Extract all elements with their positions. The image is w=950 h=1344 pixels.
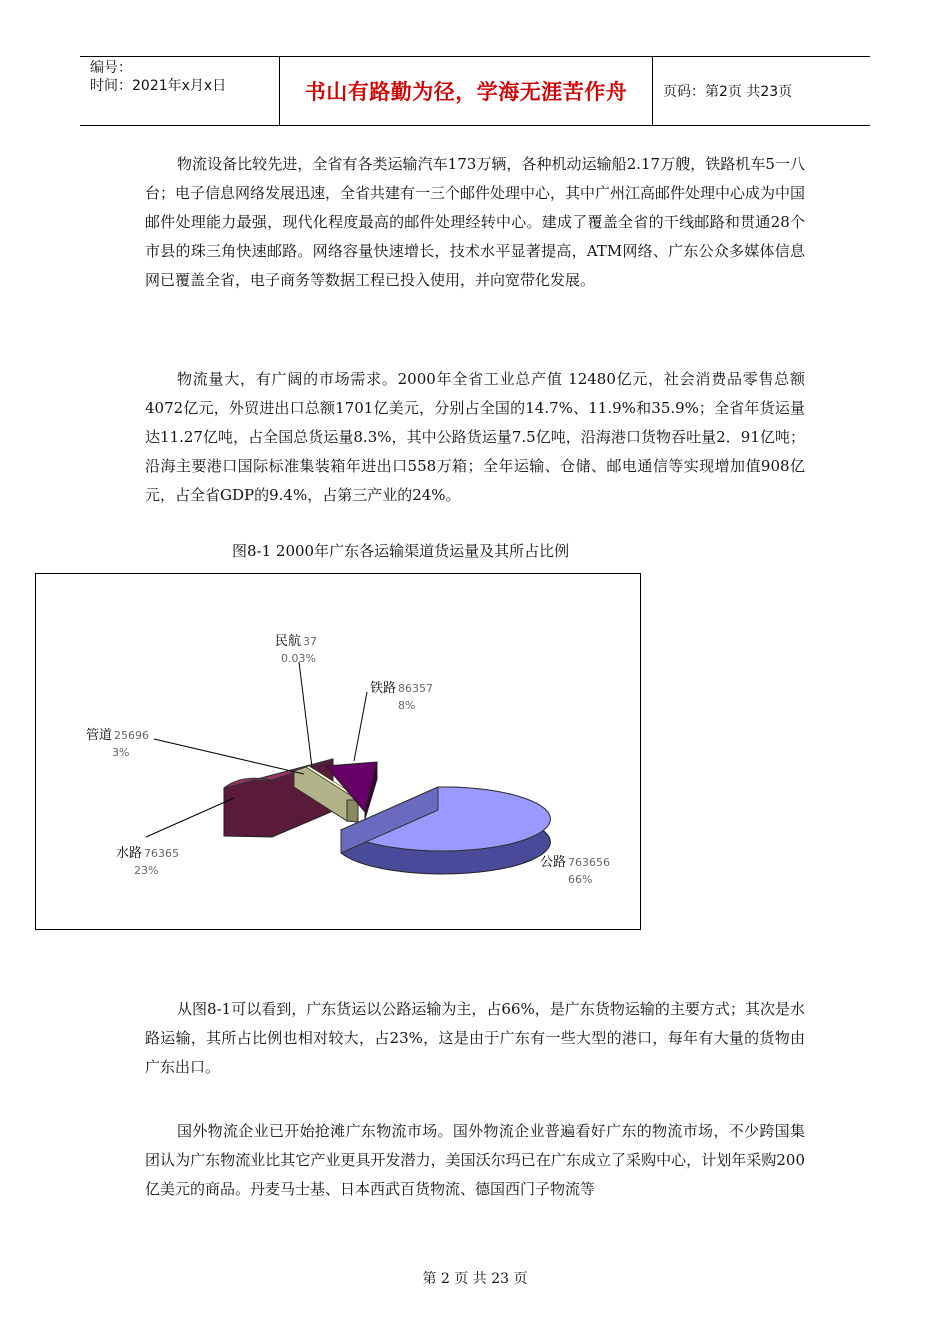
label-shuilu-percent: 23% [134, 864, 159, 877]
slice-guandao-edge [347, 800, 358, 822]
leader-guandao [154, 739, 304, 774]
paragraph-figure-analysis: 从图8-1可以看到，广东货运以公路运输为主，占66%，是广东货物运输的主要方式；其次是水路运输，其所占比例也相对较大，占23%，这是由于广东有一些大型的港口，每年有大量的货物由广东出口。 [145, 1000, 805, 1076]
label-minhang-percent: 0.03% [281, 652, 316, 665]
figure-caption: 图8-1 2000年广东各运输渠道货运量及其所占比例 [232, 542, 570, 560]
label-gonglu-percent: 66% [568, 873, 593, 886]
label-guandao-name: 管道 [86, 728, 113, 743]
leader-tielu [354, 692, 367, 761]
header-motto: 书山有路勤为径，学海无涯苦作舟 [304, 80, 628, 104]
label-minhang-value: 37 [303, 635, 317, 648]
header-table [80, 56, 870, 126]
label-shuilu-name: 水路 [116, 846, 143, 861]
paragraph-logistics-volume: 物流量大，有广阔的市场需求。2000年全省工业总产值 12480亿元，社会消费品零售总额4072亿元，外贸进出口总额1701亿美元，分别占全国的14.7%、11.9%和35.9%；全省年货运量达11.27亿吨，占全国总货运量8.3%，其中公路货运量7.5亿吨，沿海港口货物吞吐量2．91亿吨；沿海主要港口国际标准集装箱年进出口558万箱；全年运输、仓储、邮电通信等实现增加值908亿元，占全省GDP的9.4%，占第三产业的24%。 [145, 370, 805, 504]
paragraph-foreign-enterprises: 国外物流企业已开始抢滩广东物流市场。国外物流企业普遍看好广东的物流市场，不少跨国集团认为广东物流业比其它产业更具开发潜力，美国沃尔玛已在广东成立了采购中心，计划年采购200亿美元的商品。丹麦马士基、日本西武百货物流、德国西门子物流等 [145, 1122, 805, 1198]
number-label: 编号： [90, 60, 132, 76]
label-tielu-name: 铁路 [370, 681, 397, 696]
leader-shuilu [146, 798, 234, 837]
page-footer: 第 2 页 共 23 页 [422, 1271, 528, 1287]
label-shuilu-value: 76365 [144, 847, 179, 860]
header-page-info: 页码：第2页 共23页 [663, 84, 793, 100]
label-guandao-value: 25696 [114, 729, 149, 742]
pie-chart [35, 573, 641, 930]
label-tielu-percent: 8% [398, 699, 416, 712]
header-meta [80, 57, 280, 125]
time-label: 时间：2021年x月x日 [90, 78, 227, 94]
leader-minhang [299, 662, 312, 767]
label-guandao-percent: 3% [112, 746, 130, 759]
header-motto-cell [280, 57, 653, 125]
pie-chart-svg [36, 574, 642, 931]
paragraph-logistics-equipment: 物流设备比较先进，全省有各类运输汽车173万辆，各种机动运输船2.17万艘，铁路机车5一八台；电子信息网络发展迅速，全省共建有一三个邮件处理中心，其中广州江高邮件处理中心成为中国邮件处理能力最强，现代化程度最高的邮件处理经转中心。建成了覆盖全省的干线邮路和贯通28个市县的珠三角快速邮路。网络容量快速增长，技术水平显著提高，ATM网络、广东公众多媒体信息网已覆盖全省，电子商务等数据工程已投入使用，并向宽带化发展。 [145, 155, 806, 289]
label-tielu-value: 86357 [398, 682, 433, 695]
label-gonglu-value: 763656 [568, 856, 610, 869]
label-minhang-name: 民航 [275, 634, 302, 649]
label-gonglu-name: 公路 [540, 855, 567, 870]
